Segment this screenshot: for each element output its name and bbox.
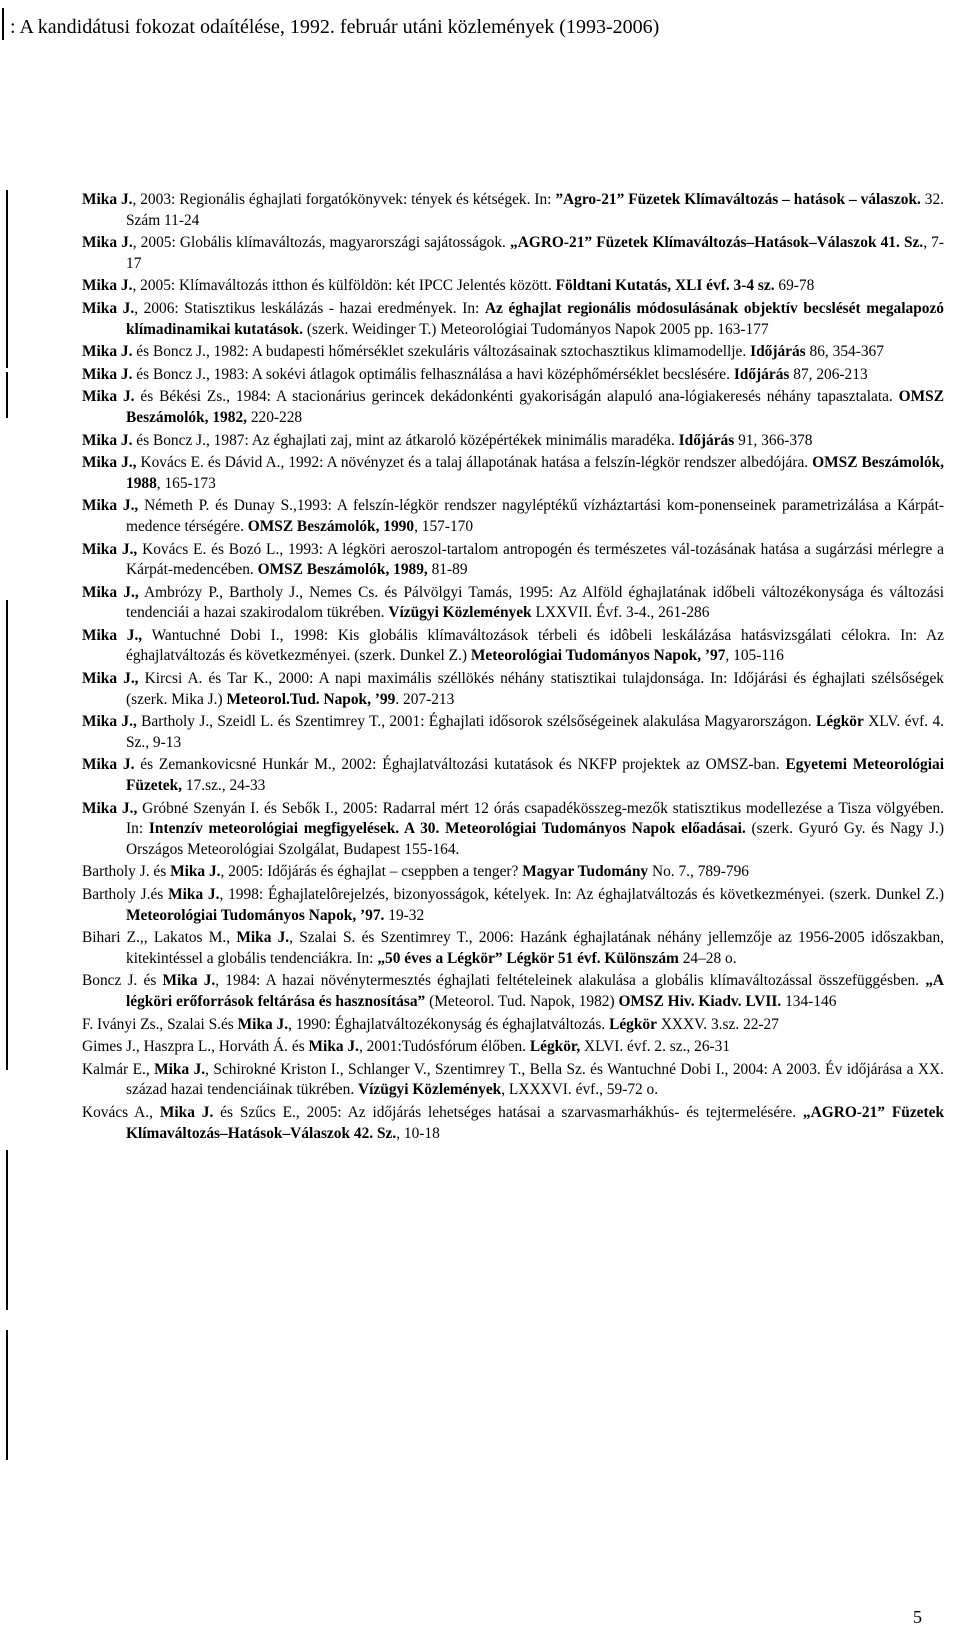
- entry-text-segment: , 2005: Globális klímaváltozás, magyarországi sajátosságok.: [132, 234, 511, 252]
- page-number: 5: [913, 1607, 922, 1627]
- entry-bold-segment: Mika J.: [170, 863, 221, 881]
- entry-bold-segment: ”Agro-21” Füzetek Klímaváltozás – hatások – válaszok.: [555, 191, 921, 208]
- entry-text-segment: 91, 366-378: [734, 431, 813, 449]
- entry-text-segment: XLVI. évf. 2. sz., 26-31: [580, 1038, 731, 1056]
- entry-bold-segment: Időjárás: [733, 365, 790, 383]
- entry-bold-segment: Mika J.: [82, 343, 133, 361]
- entry-bold-segment: Mika J.,: [82, 540, 138, 558]
- entry-bold-segment: Mika J.: [308, 1038, 359, 1056]
- entry-text-segment: Bihari Z.,, Lakatos M.,: [82, 929, 237, 947]
- entry-bold-segment: Vízügyi Közlemények: [358, 1081, 502, 1099]
- entry-text-segment: (szerk. Weidinger T.) Meteorológiai Tudományos Napok 2005 pp. 163-177: [303, 320, 769, 338]
- entry-text-segment: XXXV. 3.sz. 22-27: [656, 1015, 779, 1033]
- entry-text-segment: , 165-173: [156, 474, 216, 492]
- entry-bold-segment: OMSZ Beszámolók, 1988: [126, 454, 944, 492]
- entry-bold-segment: Egyetemi Meteorológiai Füzetek,: [126, 756, 944, 795]
- entry-bold-segment: OMSZ Beszámolók, 1989,: [257, 561, 428, 579]
- entry-bold-segment: Mika J.,: [82, 583, 139, 601]
- entry-text-segment: , 105-116: [725, 647, 784, 665]
- entry-bold-segment: OMSZ Beszámolók, 1982,: [126, 388, 944, 426]
- bibliography-entry: [82, 540, 944, 581]
- entry-text-segment: F. Iványi Zs., Szalai S.és: [82, 1015, 238, 1033]
- entry-text-segment: Ambrózy P., Bartholy J., Nemes Cs. és Pálvölgyi Tamás, 1995: Az Alföld éghajlatának időbeli változékonysága és változási tendenciái a hazai szakirodalom tükrében.: [126, 583, 945, 622]
- entry-text-segment: Boncz J. és: [82, 972, 163, 990]
- bibliography-entry: [82, 190, 944, 231]
- entry-bold-segment: Időjárás: [750, 343, 806, 361]
- entry-text-segment: Gimes J., Haszpra L., Horváth Á. és: [82, 1038, 309, 1056]
- entry-bold-segment: Mika J.: [82, 365, 133, 383]
- entry-bold-segment: Mika J.: [82, 756, 135, 774]
- entry-bold-segment: Mika J.: [236, 929, 290, 947]
- entry-text-segment: Kovács E. és Bozó L.: [137, 540, 280, 558]
- entry-text-segment: , 1992: A növényzet és a talaj állapotának hatása a felszín-légkör rendszer albedójára.: [280, 454, 813, 472]
- entry-bold-segment: OMSZ Hiv. Kiadv. LVII.: [618, 992, 782, 1010]
- entry-text-segment: , 2001:Tudósfórum élőben.: [358, 1038, 530, 1056]
- entry-text-segment: 19-32: [384, 906, 425, 924]
- bibliography-entry: [82, 1060, 944, 1101]
- bibliography-entry: [82, 496, 944, 537]
- bibliography-entry: [82, 387, 944, 428]
- entry-text-segment: Wantuchné Dobi I., 1998: Kis globális klímaváltozások térbeli és idôbeli leskálázása hatásvizsgálati célokra. In: Az éghajlatváltozás és következményei. (szerk. Dunkel Z.): [126, 626, 944, 665]
- entry-bold-segment: Légkör: [609, 1015, 657, 1033]
- entry-text-segment: , 1993: A légköri aeroszol-tartalom antropogén és természetes vál-tozásának hatása a sugárzási mérlegre a Kárpát-medencében.: [126, 540, 945, 579]
- entry-bold-segment: Mika J.: [237, 1015, 289, 1033]
- entry-text-segment: Kovács A.,: [82, 1103, 160, 1121]
- entry-text-segment: , 2005: Időjárás és éghajlat – cseppben a tenger?: [220, 863, 523, 881]
- bibliography-entry: [82, 276, 944, 297]
- entry-bold-segment: Mika J.: [162, 972, 216, 990]
- entry-bold-segment: OMSZ Beszámolók, 1990: [247, 517, 415, 535]
- entry-bold-segment: „AGRO-21” Füzetek Klímaváltozás–Hatások–Válaszok 41. Sz.: [510, 234, 924, 252]
- bibliography-entry: [82, 626, 944, 667]
- entry-bold-segment: Mika J.: [168, 886, 220, 903]
- entry-bold-segment: Mika J.,: [82, 799, 138, 817]
- entry-text-segment: Németh P. és Dunay S.: [138, 497, 294, 515]
- bibliography-entry: [82, 299, 944, 340]
- entry-text-segment: , LXXXVI. évf., 59-72 o.: [501, 1081, 659, 1099]
- entry-bold-segment: „AGRO-21” Füzetek Klímaváltozás–Hatások–Válaszok 42. Sz.: [126, 1103, 944, 1142]
- entry-bold-segment: Mika J.: [154, 1060, 206, 1078]
- entry-text-segment: Kalmár E.,: [82, 1060, 155, 1078]
- entry-bold-segment: Mika J.,: [82, 713, 137, 731]
- header-margin-bar: [2, 8, 4, 40]
- entry-bold-segment: Intenzív meteorológiai megfigyelések. A 30. Meteorológiai Tudományos Napok előadásai.: [148, 820, 746, 838]
- entry-text-segment: , 1984: A stacionárius gerincek dekádonkénti gyakoriságán alapuló ana-lógiakeresés néhány tapasztalata.: [226, 388, 899, 406]
- entry-text-segment: 86, 354-367: [805, 343, 884, 361]
- bibliography-entry: [82, 862, 944, 883]
- entry-text-segment: , 2006: Statisztikus leskálázás - hazai eredmények. In:: [134, 299, 485, 317]
- bibliography-entry: [82, 342, 944, 363]
- entry-bold-segment: Meteorológiai Tudományos Napok, ’97.: [126, 906, 385, 924]
- entry-text-segment: Gróbné Szenyán I. és Sebők I., 2005: Radarral mért 12 órás csapadékösszeg-mezők statisztikus modellezése a Tisza völgyében. In:: [126, 799, 944, 838]
- entry-text-segment: 134-146: [781, 992, 837, 1010]
- entry-text-segment: Kircsi A. és Tar K., 2000: A napi maximális széllökés néhány statisztikai tulajdonsága. In: Időjárási és éghajlati szélsőségek (szerk. Mika J.): [126, 670, 944, 708]
- entry-bold-segment: Időjárás: [678, 431, 735, 449]
- entry-bold-segment: Mika J.: [82, 277, 133, 295]
- entry-text-segment: 32. Szám 11-24: [126, 191, 945, 229]
- bibliography-entry: [82, 431, 944, 452]
- entry-text-segment: (Meteorol. Tud. Napok, 1982): [425, 992, 619, 1010]
- entry-bold-segment: Meteorol.Tud. Napok, ’99: [226, 690, 396, 708]
- entry-text-segment: 24–28 o.: [678, 949, 737, 967]
- entry-text-segment: , 7-17: [126, 234, 945, 272]
- bibliography-entry: [82, 453, 944, 494]
- entry-bold-segment: Meteorológiai Tudományos Napok, ’97: [470, 647, 726, 665]
- bibliography-entry: [82, 365, 944, 386]
- bibliography-entry: [82, 712, 944, 753]
- entry-text-segment: , 10-18: [396, 1124, 440, 1142]
- bibliography-entry: [82, 885, 944, 926]
- entry-bold-segment: Légkör: [815, 713, 864, 731]
- entry-text-segment: , 1983: A sokévi átlagok optimális felhasználása a havi középhőmérséklet becslésére.: [205, 365, 734, 383]
- entry-text-segment: , 1990: Éghajlatváltozékonyság és éghajlatváltozás.: [288, 1015, 610, 1033]
- bibliography-entry: [82, 583, 944, 624]
- entry-bold-segment: Az éghajlat regionális módosulásának objektív becslését megalapozó klímadinamikai kutatások.: [126, 299, 944, 338]
- bibliography-entry: [82, 971, 944, 1012]
- bibliography-entry: [82, 799, 944, 861]
- entry-text-segment: LXXVII. Évf. 3-4., 261-286: [531, 604, 710, 622]
- page-header: : A kandidátusi fokozat odaítélése, 1992. február utáni közlemények (1993-2006): [10, 16, 660, 38]
- entry-bold-segment: Mika J.: [82, 388, 135, 406]
- bibliography-list: [82, 190, 944, 1146]
- margin-change-bar: [6, 1150, 8, 1310]
- entry-text-segment: Kovács E. és Dávid A.: [136, 454, 281, 472]
- margin-change-bar: [6, 190, 8, 368]
- entry-text-segment: és Békési Zs.: [134, 388, 227, 406]
- entry-text-segment: , Schirokné Kriston I., Schlanger V., Szentimrey T., Bella Sz. és Wantuchné Dobi I., 2004: A 2003. Év időjárása a XX. század hazai tendenciáinak tükrében.: [126, 1060, 944, 1099]
- entry-text-segment: 81-89: [427, 561, 468, 579]
- entry-bold-segment: Mika J.,: [82, 626, 143, 644]
- entry-bold-segment: Mika J.: [82, 299, 135, 317]
- entry-text-segment: 17.sz., 24-33: [182, 777, 266, 795]
- entry-bold-segment: Mika J.,: [82, 497, 139, 515]
- entry-text-segment: XLV. évf. 4. Sz., 9-13: [126, 713, 945, 751]
- entry-text-segment: és Boncz J.: [132, 431, 206, 449]
- entry-text-segment: , 1998: Éghajlatelôrejelzés, bizonyosságok, kételyek. In: Az éghajlatváltozás és következményei. (szerk. Dunkel Z.): [219, 886, 944, 903]
- entry-text-segment: és Boncz J.: [132, 343, 206, 361]
- entry-text-segment: Bartholy J., Szeidl L. és Szentimrey T., 2001: Éghajlati idősorok szélsőségeinek alakulása Magyarországon.: [136, 713, 816, 731]
- entry-text-segment: , 1984: A hazai növénytermesztés éghajlati feltételeinek alakulása a globális klímaváltozással összefüggésben.: [215, 972, 926, 990]
- entry-bold-segment: Mika J.: [82, 431, 133, 449]
- entry-text-segment: , 1987: Az éghajlati zaj, mint az átkaroló középértékek minimális maradéka.: [205, 431, 679, 449]
- entry-bold-segment: Mika J.: [82, 191, 133, 208]
- bibliography-entry: [82, 1103, 944, 1144]
- entry-text-segment: , 2005: Klímaváltozás itthon és külföldön: két IPCC Jelentés között.: [132, 277, 556, 295]
- margin-change-bar: [6, 372, 8, 418]
- entry-text-segment: és Zemankovicsné Hunkár M., 2002: Éghajlatváltozási kutatások és NKFP projektek az OMSZ-ban.: [134, 756, 786, 774]
- entry-text-segment: ,1993: A felszín-légkör rendszer nagyléptékű vízháztartási kom-ponenseinek parametrizálása a Kárpát-medence térségére.: [126, 497, 945, 535]
- margin-change-bar: [6, 600, 8, 1070]
- entry-text-segment: Bartholy J. és: [82, 863, 171, 881]
- bibliography-entry: [82, 233, 944, 274]
- entry-text-segment: 220-228: [246, 408, 303, 426]
- entry-text-segment: , 2003: Regionális éghajlati forgatókönyvek: tények és kétségek. In:: [132, 191, 556, 208]
- entry-text-segment: és Szűcs E., 2005: Az időjárás lehetséges hatásai a szarvasmarhákhús- és tejtermelésére.: [213, 1103, 803, 1121]
- entry-text-segment: (szerk. Gyuró Gy. és Nagy J.) Országos Meteorológiai Szolgálat, Budapest 155-164.: [126, 820, 944, 858]
- entry-bold-segment: „A légköri erőforrások feltárása és hasznosítása”: [126, 972, 944, 1010]
- bibliography-entry: [82, 1015, 944, 1036]
- entry-bold-segment: Vízügyi Közlemények: [388, 604, 532, 622]
- entry-text-segment: , 1982: A budapesti hőmérséklet szekuláris változásainak sztochasztikus klimamodellje.: [205, 343, 751, 361]
- entry-bold-segment: Földtani Kutatás, XLI évf. 3-4 sz.: [555, 277, 775, 295]
- entry-bold-segment: „50 éves a Légkör” Légkör 51 évf. Különszám: [377, 949, 679, 967]
- entry-text-segment: Bartholy J.és: [82, 886, 169, 903]
- entry-bold-segment: Mika J.,: [82, 670, 139, 688]
- entry-text-segment: 69-78: [774, 277, 815, 295]
- entry-bold-segment: Mika J.: [159, 1103, 214, 1121]
- entry-bold-segment: Légkör,: [529, 1038, 581, 1056]
- entry-text-segment: és Boncz J.: [132, 365, 206, 383]
- margin-change-bar: [6, 1330, 8, 1460]
- entry-text-segment: , Szalai S. és Szentimrey T., 2006: Hazánk éghajlatának néhány jellemzője az 1956-2005 időszakban, kitekintéssel a globális tendenciákra. In:: [126, 929, 945, 967]
- entry-bold-segment: Mika J.: [82, 234, 133, 252]
- bibliography-entry: [82, 928, 944, 969]
- entry-text-segment: No. 7., 789-796: [648, 863, 749, 881]
- bibliography-entry: [82, 755, 944, 796]
- entry-text-segment: 87, 206-213: [789, 365, 868, 383]
- entry-bold-segment: Mika J.,: [82, 454, 137, 472]
- bibliography-entry: [82, 1037, 944, 1058]
- entry-text-segment: , 157-170: [414, 517, 474, 535]
- bibliography-entry: [82, 669, 944, 710]
- entry-text-segment: . 207-213: [395, 690, 455, 708]
- entry-bold-segment: Magyar Tudomány: [522, 863, 649, 881]
